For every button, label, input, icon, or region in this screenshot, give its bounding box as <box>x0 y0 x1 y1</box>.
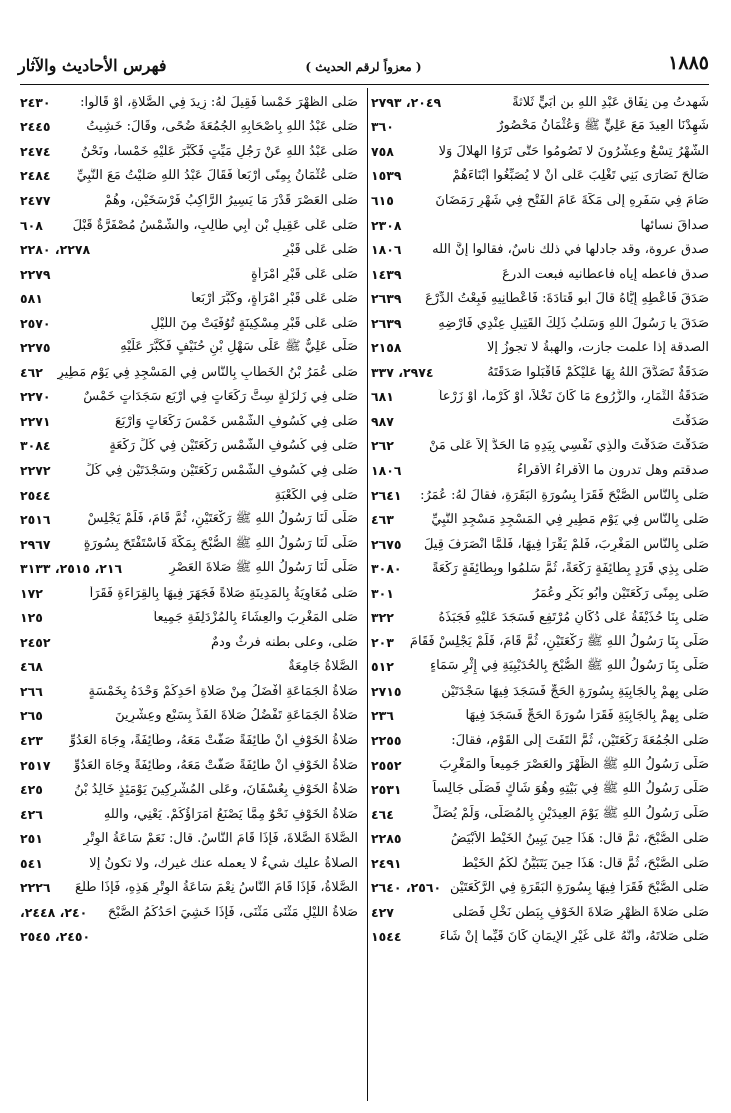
hadith-ref: ١٥٣٩ <box>371 168 402 184</box>
index-entry <box>20 679 358 704</box>
hadith-ref: ٣٠٨٠ <box>371 561 402 577</box>
hadith-text: صَدَقْتَ <box>672 413 709 429</box>
index-entry <box>20 385 358 410</box>
index-entry <box>371 507 709 532</box>
index-entry <box>371 164 709 189</box>
hadith-ref: ٤٢٣ <box>20 732 43 748</box>
hadith-ref: ١٥٤٤ <box>371 929 402 945</box>
hadith-text: صَلَّى عَبْدُ اللهِ بِأَصْحَابِهِ الجُمُعَةَ ضُحًى، وقَالَ: خَشِيتُ <box>86 119 358 135</box>
hadith-ref: ٤٦٨ <box>20 659 43 675</box>
index-entry <box>371 237 709 262</box>
hadith-text: صَلَّى الجُمُعَةَ رَكْعَتَيْنِ، ثُمَّ الْتَفَتَ إِلَى القَوْمِ، فقالَ: <box>451 732 709 748</box>
hadith-text: صَلَّى بِنَا رَسُولُ اللهِ ﷺ الصُّبْحَ بِالحُدَيْبِيَةِ فِي إِثْرِ سَمَاءٍ <box>429 658 709 674</box>
index-entry <box>20 139 358 164</box>
index-entry <box>371 679 709 704</box>
hadith-text: صَلاةُ اللَّيْلِ مَثْنَى مَثْنَى، فَإِذَا خَشِيَ أَحَدُكُمُ الصُّبْحَ <box>107 904 358 920</box>
hadith-text: صَلاةُ الجَمَاعَةِ تَفْضُلُ صَلاةَ الفَذِّ بِسَبْعٍ وعِشْرِينَ <box>115 708 358 724</box>
index-entry <box>20 826 358 851</box>
index-entry <box>371 311 709 336</box>
hadith-ref: ٣٦٠ <box>371 119 394 135</box>
index-entry <box>20 115 358 140</box>
hadith-ref: ٤٦٤ <box>371 806 394 822</box>
hadith-text: صَلَّى بِنَا رَسُولُ اللهِ ﷺ رَكْعَتَيْنِ، ثُمَّ قَامَ، فَلَمْ يَجْلِسْ فَقَامَ <box>409 633 709 649</box>
hadith-ref: ٢٢٨٥ <box>371 831 402 847</box>
index-entry <box>371 581 709 606</box>
hadith-ref: ٢٥٧٠ <box>20 315 51 331</box>
hadith-ref: ٢٤٧٧ <box>20 192 51 208</box>
index-entry <box>20 507 358 532</box>
right-column <box>371 90 709 949</box>
hadith-text: صَلَّى فِي الكَعْبَةِ <box>274 487 358 503</box>
hadith-ref: ٤٦٣ <box>371 512 394 528</box>
hadith-text: صَلَّى عُثْمَانُ بِمِنًى أَرْبَعاً فَقَالَ عَبْدُ اللهِ صَلَّيْتُ مَعَ النَّبِيِّ <box>76 168 358 184</box>
hadith-text: صَدَقَةٌ تَصَدَّقَ اللهُ بِهَا عَلَيْكُمْ فَاقْبَلُوا صَدَقَتَهُ <box>487 364 709 380</box>
hadith-text: الشَّهْرُ تِسْعٌ وعِشْرُونَ لا تَصُومُوا حَتَّى تَرَوُا الهِلالَ وَلا <box>438 143 709 159</box>
index-entry <box>371 90 709 115</box>
hadith-text: صَلَّى بِهِمْ بِالجَابِيَةِ فَقَرَأَ سُورَةَ الحَجِّ فَسَجَدَ فِيهَا <box>465 708 709 724</box>
hadith-ref: ٢٢٧٢ <box>20 462 51 478</box>
hadith-ref: ٢٢٧٠ <box>20 389 51 405</box>
hadith-text: صَدَقَ فَأَعْطِهِ إِيَّاهُ قالَ أبو قَتادَةَ: فَأَعْطَانِيهِ فَبِعْتُ الدِّرْعَ <box>425 291 709 307</box>
index-entry <box>20 286 358 311</box>
hadith-text: صَلَّى رَسُولُ اللهِ ﷺ فِي بَيْتِهِ وهُوَ شَاكٍ فَصَلَّى جَالِساً <box>432 781 709 797</box>
hadith-text: صَلاةُ الجَمَاعَةِ أَفْضَلُ مِنْ صَلاةِ أَحَدِكُمْ وَحْدَهُ بِخَمْسَةٍ <box>88 683 358 699</box>
index-entry <box>20 532 358 557</box>
hadith-ref: ٢٦٦ <box>20 683 43 699</box>
hadith-text: شَهِدْنَا العِيدَ مَعَ عَلِيٍّ ﷺ وَعُثْمَانُ مَحْصُورٌ <box>497 118 709 134</box>
hadith-text: صدق عروة، وقد جادلها في ذلك ناسٌ، فقالوا إنَّ الله <box>432 242 709 258</box>
index-entry <box>20 335 358 360</box>
hadith-ref: ٢١٦، ٢٥١٥، ٣١٣٣ <box>20 561 123 577</box>
index-entry <box>371 900 709 925</box>
hadith-ref: ٢٤٤٥ <box>20 119 51 135</box>
hadith-ref: ٢٢٧٥ <box>20 340 51 356</box>
hadith-text: صدق فأعطه إياه فأعطانيه فبعت الدرعَ <box>502 266 709 282</box>
hadith-ref: ٧٥٨ <box>371 143 394 159</box>
hadith-ref: ٢٠٤٩، ٢٧٩٣ <box>371 94 442 110</box>
hadith-text: صَلاةُ الخَوْفِ بِعُسْفَانَ، وعَلَى المُشْرِكِينَ يَوْمَئِذٍ خَالِدُ بْنُ <box>74 782 358 798</box>
hadith-text: صَلَّى بِذِي قَرَدٍ بِطَائِفَةٍ رَكْعَةً، ثُمَّ سَلَّمُوا وبِطَائِفَةٍ رَكْعَةً <box>431 561 709 577</box>
hadith-text: صَلَّى عُمَرُ بْنُ الخَطَّابِ بِالنَّاسِ فِي المَسْجِدِ فِي يَوْمِ مَطِيرٍ <box>57 364 358 380</box>
hadith-text: صَلَّى بِالنَّاسِ المَغْرِبَ، فَلَمْ يَقْرَأْ فِيهَا، فَلَمَّا انْصَرَفَ قِيلَ <box>423 536 709 552</box>
hadith-text: الصلاةُ عليك شيءٌ لا يعمله عنك غيرك، ولا تكونُ إلا <box>89 855 358 871</box>
index-entry <box>20 164 358 189</box>
hadith-text: صَلاةُ الخَوْفِ أَنْ طَائِفَةً صَفَّتْ مَعَهُ، وطَائِفَةً، وِجَاهَ العَدُوِّ <box>69 732 358 748</box>
hadith-ref: ٢٦٧٥ <box>371 536 402 552</box>
hadith-text: صَلَّى صَلاتَهُ، وأَنَّهُ عَلَى غَيْرِ الإِيمَانِ كَانَ قَيِّماً إِنْ شَاءَ <box>439 929 709 945</box>
index-entry <box>371 605 709 630</box>
hadith-ref: ٢٢٧٨، ٢٢٨٠ <box>20 242 91 258</box>
index-entry <box>371 188 709 213</box>
index-entry <box>20 188 358 213</box>
index-entry <box>371 385 709 410</box>
hadith-text: صَلَّى عَلَى قَبْرِ امْرَأَةٍ <box>251 266 358 282</box>
hadith-text: صَلَّى الصُّبْحَ فَقَرَأَ فِيهَا بِسُورَةِ البَقَرَةِ فِي الرَّكْعَتَيْنِ <box>449 880 709 896</box>
hadith-ref: ٢٥٤٤ <box>20 487 51 503</box>
hadith-ref: ٣٢٢ <box>371 610 394 626</box>
index-entry <box>20 925 358 950</box>
index-entry <box>20 777 358 802</box>
index-entry <box>20 851 358 876</box>
hadith-text: صَلَّى عَبْدُ اللهِ عَنْ رَجُلٍ مَيِّتٍ فَكَبَّرَ عَلَيْهِ خَمْساً، ونَحْنُ <box>80 143 358 159</box>
hadith-ref: ٢٤٣٠ <box>20 94 51 110</box>
hadith-text: صَلَّى بِنَا حُذَيْفَةُ عَلَى دُكَّانٍ مُرْتَفِعٍ فَسَجَدَ عَلَيْهِ فَجَبَذَهُ <box>438 610 709 626</box>
hadith-ref: ٢٥٦٠، ٢٦٤٠ <box>371 880 442 896</box>
index-entry <box>20 802 358 827</box>
hadith-text: صَلَّى، وعلى بطنه فرثٌ ودمٌ <box>211 634 358 650</box>
hadith-ref: ٢٤٩١ <box>371 855 402 871</box>
index-entry <box>371 630 709 655</box>
hadith-text: صَامَ فِي سَفَرِهِ إِلَى مَكَّةَ عَامَ الفَتْحِ فِي شَهْرِ رَمَضَانَ <box>435 192 709 208</box>
hadith-ref: ٤٢٧ <box>371 904 394 920</box>
index-entry <box>371 434 709 459</box>
hadith-ref: ٢٦٥ <box>20 708 43 724</box>
index-entry <box>371 213 709 238</box>
hadith-text: صَلَّى رَسُولُ اللهِ ﷺ الظُّهْرَ والعَصْرَ جَمِيعاً والمَغْرِبَ <box>439 756 709 772</box>
index-entry <box>371 139 709 164</box>
index-entry <box>20 630 358 655</box>
running-title: ( معزواً لرقم الحديث ) <box>305 60 422 74</box>
hadith-ref: ٢٥٥٢ <box>371 757 402 773</box>
index-entry <box>371 826 709 851</box>
page-number: ١٨٨٥ <box>668 52 709 74</box>
hadith-ref: ٢٩٧٤، ٣٣٧ <box>371 364 434 380</box>
index-entry <box>20 728 358 753</box>
index-entry <box>371 851 709 876</box>
hadith-ref: ٢٤٥٢ <box>20 634 51 650</box>
hadith-ref: ٢٦٤١ <box>371 487 402 503</box>
hadith-ref: ٢٥٣١ <box>371 782 402 798</box>
hadith-text: صَدَقَةُ الثِّمَارِ، والزُّرُوعِ مَا كَانَ نَخْلاً، أَوْ كَرْماً، أَوْ زَرْعاً <box>438 389 709 405</box>
hadith-ref: ٦١٥ <box>371 192 394 208</box>
index-entry <box>20 900 358 925</box>
page-header <box>18 52 709 86</box>
hadith-ref: ٢٤٧٤ <box>20 143 51 159</box>
hadith-ref: ٤٢٥ <box>20 782 43 798</box>
hadith-text: صَلَّى رَسُولُ اللهِ ﷺ يَوْمَ العِيدَيْنِ بِالمُصَلَّى، وَلَمْ يُصَلِّ <box>432 805 709 821</box>
hadith-ref: ٩٨٧ <box>371 413 394 429</box>
index-entry <box>20 262 358 287</box>
hadith-text: صَدَقْتَ صَدَقْتَ والَّذِي نَفْسِي بِيَدِهِ مَا الحَدُّ إِلاَّ عَلَى مَنْ <box>428 438 709 454</box>
index-entry <box>371 704 709 729</box>
hadith-text: صَلَّى لَنَا رَسُولُ اللهِ ﷺ صَلاةَ العَصْرِ <box>169 560 358 576</box>
index-entry <box>371 360 709 385</box>
hadith-ref: ٥٤١ <box>20 855 43 871</box>
hadith-ref: ١٢٥ <box>20 610 43 626</box>
hadith-text: صَلَّى المَغْرِبَ والعِشَاءَ بِالمُزْدَلِفَةِ جَمِيعاً <box>153 610 358 626</box>
index-entry <box>371 458 709 483</box>
hadith-ref: ٥١٢ <box>371 659 394 675</box>
hadith-ref: ٢٦٣٩ <box>371 291 402 307</box>
hadith-text: صداقَ نسائها <box>640 217 709 233</box>
index-entry <box>20 483 358 508</box>
hadith-text: صَالَحَ نَصَارَى بَنِي تَغْلِبَ عَلَى أَنْ لا يُصَبِّغُوا أَبْنَاءَهُمْ <box>452 168 709 184</box>
hadith-ref: ٢٧١٥ <box>371 683 402 699</box>
hadith-ref: ١٨٠٦ <box>371 462 402 478</box>
index-entry <box>20 876 358 901</box>
index-entry <box>371 802 709 827</box>
index-entry <box>20 458 358 483</box>
hadith-text: صَلَّى الصُّبْحَ، ثمَّ قال: هَذَا حِينَ يَبِينُ الخَيْطُ الأَبْيَضُ <box>450 831 709 847</box>
index-entry <box>20 90 358 115</box>
hadith-ref: ١٧٢ <box>20 585 43 601</box>
hadith-ref: ٢٥١٦ <box>20 512 51 528</box>
hadith-text: صَلاةُ الخَوْفِ أَنْ طَائِفَةً صَفَّتْ مَعَهُ، وطَائِفَةً وِجَاهَ العَدُوِّ <box>73 757 358 773</box>
hadith-ref: ٦٠٨ <box>20 217 43 233</box>
hadith-text: صَلَّى فِي كُسُوفِ الشَّمْسِ رَكْعَتَيْنِ وسَجْدَتَيْنِ فِي كُلِّ <box>85 462 358 478</box>
hadith-ref: ١٤٣٩ <box>371 266 402 282</box>
index-entry <box>371 483 709 508</box>
hadith-text: صَلَّى لَنَا رَسُولُ اللهِ ﷺ الصُّبْحَ بِمَكَّةَ فَاسْتَفْتَحَ بِسُورَةٍ <box>83 535 358 551</box>
hadith-text: صَلَّى مُعَاوِيَةُ بِالمَدِينَةِ صَلاةً فَجَهَرَ فِيهَا بِالقِرَاءَةِ فَقَرَأَ <box>89 585 358 601</box>
index-entry <box>371 753 709 778</box>
hadith-ref: ١٨٠٦ <box>371 242 402 258</box>
hadith-text: صَلَّى فِي كُسُوفِ الشَّمْسِ رَكْعَتَيْنِ فِي كُلِّ رَكْعَةٍ <box>109 438 358 454</box>
index-entry <box>20 605 358 630</box>
index-entry <box>20 434 358 459</box>
hadith-text: صَلَّى لَنَا رَسُولُ اللهِ ﷺ رَكْعَتَيْنِ، ثُمَّ قَامَ، فَلَمْ يَجْلِسْ <box>87 511 358 527</box>
hadith-ref: ٢٣٠٨ <box>371 217 402 233</box>
column-divider <box>367 88 368 1101</box>
index-entry <box>20 409 358 434</box>
index-entry <box>371 876 709 901</box>
hadith-text: صَلَّى عَلِيٌّ ﷺ عَلَى سَهْلِ بْنِ حُنَيْفٍ فَكَبَّرَ عَلَيْهِ <box>120 339 358 355</box>
index-entry <box>20 581 358 606</box>
hadith-text: الصَّلاةُ جَامِعَةٌ <box>288 659 358 675</box>
index-entry <box>20 556 358 581</box>
hadith-ref: ٣٠٨٤ <box>20 438 51 454</box>
hadith-ref: ٢٤٥٠، ٢٥٤٥ <box>20 929 91 945</box>
index-entry <box>20 237 358 262</box>
hadith-ref: ٤٦٢ <box>20 364 43 380</box>
hadith-text: صَلَّى عَلَى قَبْرِ امْرَأَةٍ، وكَبَّرَ أَرْبَعاً <box>191 291 358 307</box>
hadith-ref: ٢١٥٨ <box>371 340 402 356</box>
hadith-text: صَلَّى بِهِمْ بِالجَابِيَةِ بِسُورَةِ الحَجِّ فَسَجَدَ فِيهَا سَجْدَتَيْنِ <box>441 683 709 699</box>
index-entry <box>371 286 709 311</box>
hadith-text: الصدقة إذا علمت جازت، والهبةُ لا تجوزُ إلا <box>486 340 709 356</box>
hadith-ref: ٢٠٣ <box>371 634 394 650</box>
index-entry <box>20 704 358 729</box>
hadith-ref: ٢٤٨٤ <box>20 168 51 184</box>
index-entry <box>371 409 709 434</box>
hadith-text: صَدَقَ يا رَسُولَ اللهِ وَسَلَبُ ذَلِكَ القَتِيلِ عِنْدِي فَأَرْضِهِ <box>438 315 709 331</box>
hadith-ref: ٢٢٧٩ <box>20 266 51 282</box>
hadith-text: صَلَّى الظُّهْرَ خَمْساً فَقِيلَ لَهُ: زِيدَ فِي الصَّلاةِ، أَوْ قَالُوا: <box>80 94 358 110</box>
left-column <box>20 90 358 949</box>
index-entry <box>371 115 709 140</box>
hadith-ref: ٢٢٥٥ <box>371 732 402 748</box>
index-entry <box>20 360 358 385</box>
header-rule <box>20 84 709 85</box>
hadith-ref: ٦٨١ <box>371 389 394 405</box>
section-title: فهرس الأحاديث والآثار <box>18 56 167 75</box>
hadith-text: صَلاةُ الخَوْفِ نَحْوٌ مِمَّا يَصْنَعُ أُمَرَاؤُكُمْ. يَعْنِي، واللهِ <box>103 806 358 822</box>
hadith-text: صَلَّى بِالنَّاسِ فِي يَوْمِ مَطِيرٍ فِي المَسْجِدِ مَسْجِدِ النَّبِيِّ <box>431 512 709 528</box>
hadith-text: صَلَّى عَلَى قَبْرٍ <box>283 242 358 258</box>
hadith-ref: ٢٤٠، ٢٤٤٨، <box>20 904 88 920</box>
hadith-text: صدقتم وهل تدرون ما الأقراءُ الأقراءُ <box>516 462 709 478</box>
hadith-text: صَلَّى فِي كُسُوفِ الشَّمْسِ خَمْسَ رَكَعَاتٍ وَأَرْبَعَ <box>114 413 358 429</box>
hadith-ref: ٥٨١ <box>20 291 43 307</box>
hadith-text: صَلَّى فِي زَلْزَلَةٍ سِتَّ رَكَعَاتٍ فِي أَرْبَعِ سَجَدَاتٍ خَمْسٌ <box>83 389 358 405</box>
hadith-ref: ٣٠١ <box>371 585 394 601</box>
hadith-text: صَلَّى بِالنَّاسِ الصُّبْحَ فَقَرَأَ بِسُورَةِ البَقَرَةِ، فقالَ لَهُ: عُمَرُ: <box>420 487 709 503</box>
hadith-text: صَلَّى الصُّبْحَ، ثُمَّ قال: هَذَا حِينَ يَتَبَيَّنُ لَكُمُ الخَيْطُ <box>461 855 709 871</box>
index-entry <box>371 532 709 557</box>
hadith-ref: ٢٦٢ <box>371 438 394 454</box>
hadith-ref: ٢٢٢٦ <box>20 880 51 896</box>
hadith-text: صَلَّى عَلَى عَقِيلِ بْنِ أَبِي طَالِبٍ، والشَّمْسُ مُصْفَرَّةٌ قَبْلَ <box>72 217 358 233</box>
index-entry <box>371 728 709 753</box>
hadith-text: صَلَّى العَصْرَ قَدْرَ مَا يَسِيرُ الرَّاكِبُ فَرْسَخَيْنِ، وهُمْ <box>104 192 358 208</box>
hadith-text: الصَّلاةُ، فَإِذَا قَامَ النَّاسُ نِعْمَ سَاعَةُ الوِتْرِ هَذِهِ، فَإِذَا طَلَعَ <box>75 880 358 896</box>
index-entry <box>371 262 709 287</box>
index-entry <box>371 777 709 802</box>
hadith-text: صَلَّى بِمِنًى رَكْعَتَيْنِ وأَبُو بَكْرٍ وعُمَرُ <box>532 585 709 601</box>
hadith-ref: ٢٦٣٩ <box>371 315 402 331</box>
hadith-ref: ٢٥١ <box>20 831 43 847</box>
index-entry <box>371 335 709 360</box>
index-entry <box>20 311 358 336</box>
index-entry <box>371 925 709 950</box>
hadith-text: صَلَّى عَلَى قَبْرِ مِسْكِينَةٍ تُوُفِّيَتْ مِنَ اللَّيْلِ <box>150 315 358 331</box>
index-entry <box>371 556 709 581</box>
hadith-ref: ٢٩٦٧ <box>20 536 51 552</box>
hadith-ref: ٢٥١٧ <box>20 757 51 773</box>
hadith-text: صَلَّى صَلاةَ الظُّهْرِ صَلاةَ الخَوْفِ بِبَطْنِ نَخْلٍ فَصَلَّى <box>452 904 709 920</box>
hadith-ref: ٢٣٦ <box>371 708 394 724</box>
hadith-ref: ٤٢٦ <box>20 806 43 822</box>
hadith-ref: ٢٢٧١ <box>20 413 51 429</box>
hadith-text: الصَّلاةَ الصَّلاةَ، فَإِذَا قَامَ النَّاسُ. قال: نَعَمْ سَاعَةُ الوِتْرِ <box>83 831 358 847</box>
index-entry <box>20 213 358 238</box>
hadith-text: شَهِدتُ مِن نِفَاقِ عَبْدِ اللهِ بنِ أُبَيٍّ ثَلاثةً <box>512 94 709 110</box>
index-entry <box>20 655 358 680</box>
index-entry <box>371 655 709 680</box>
index-entry <box>20 753 358 778</box>
